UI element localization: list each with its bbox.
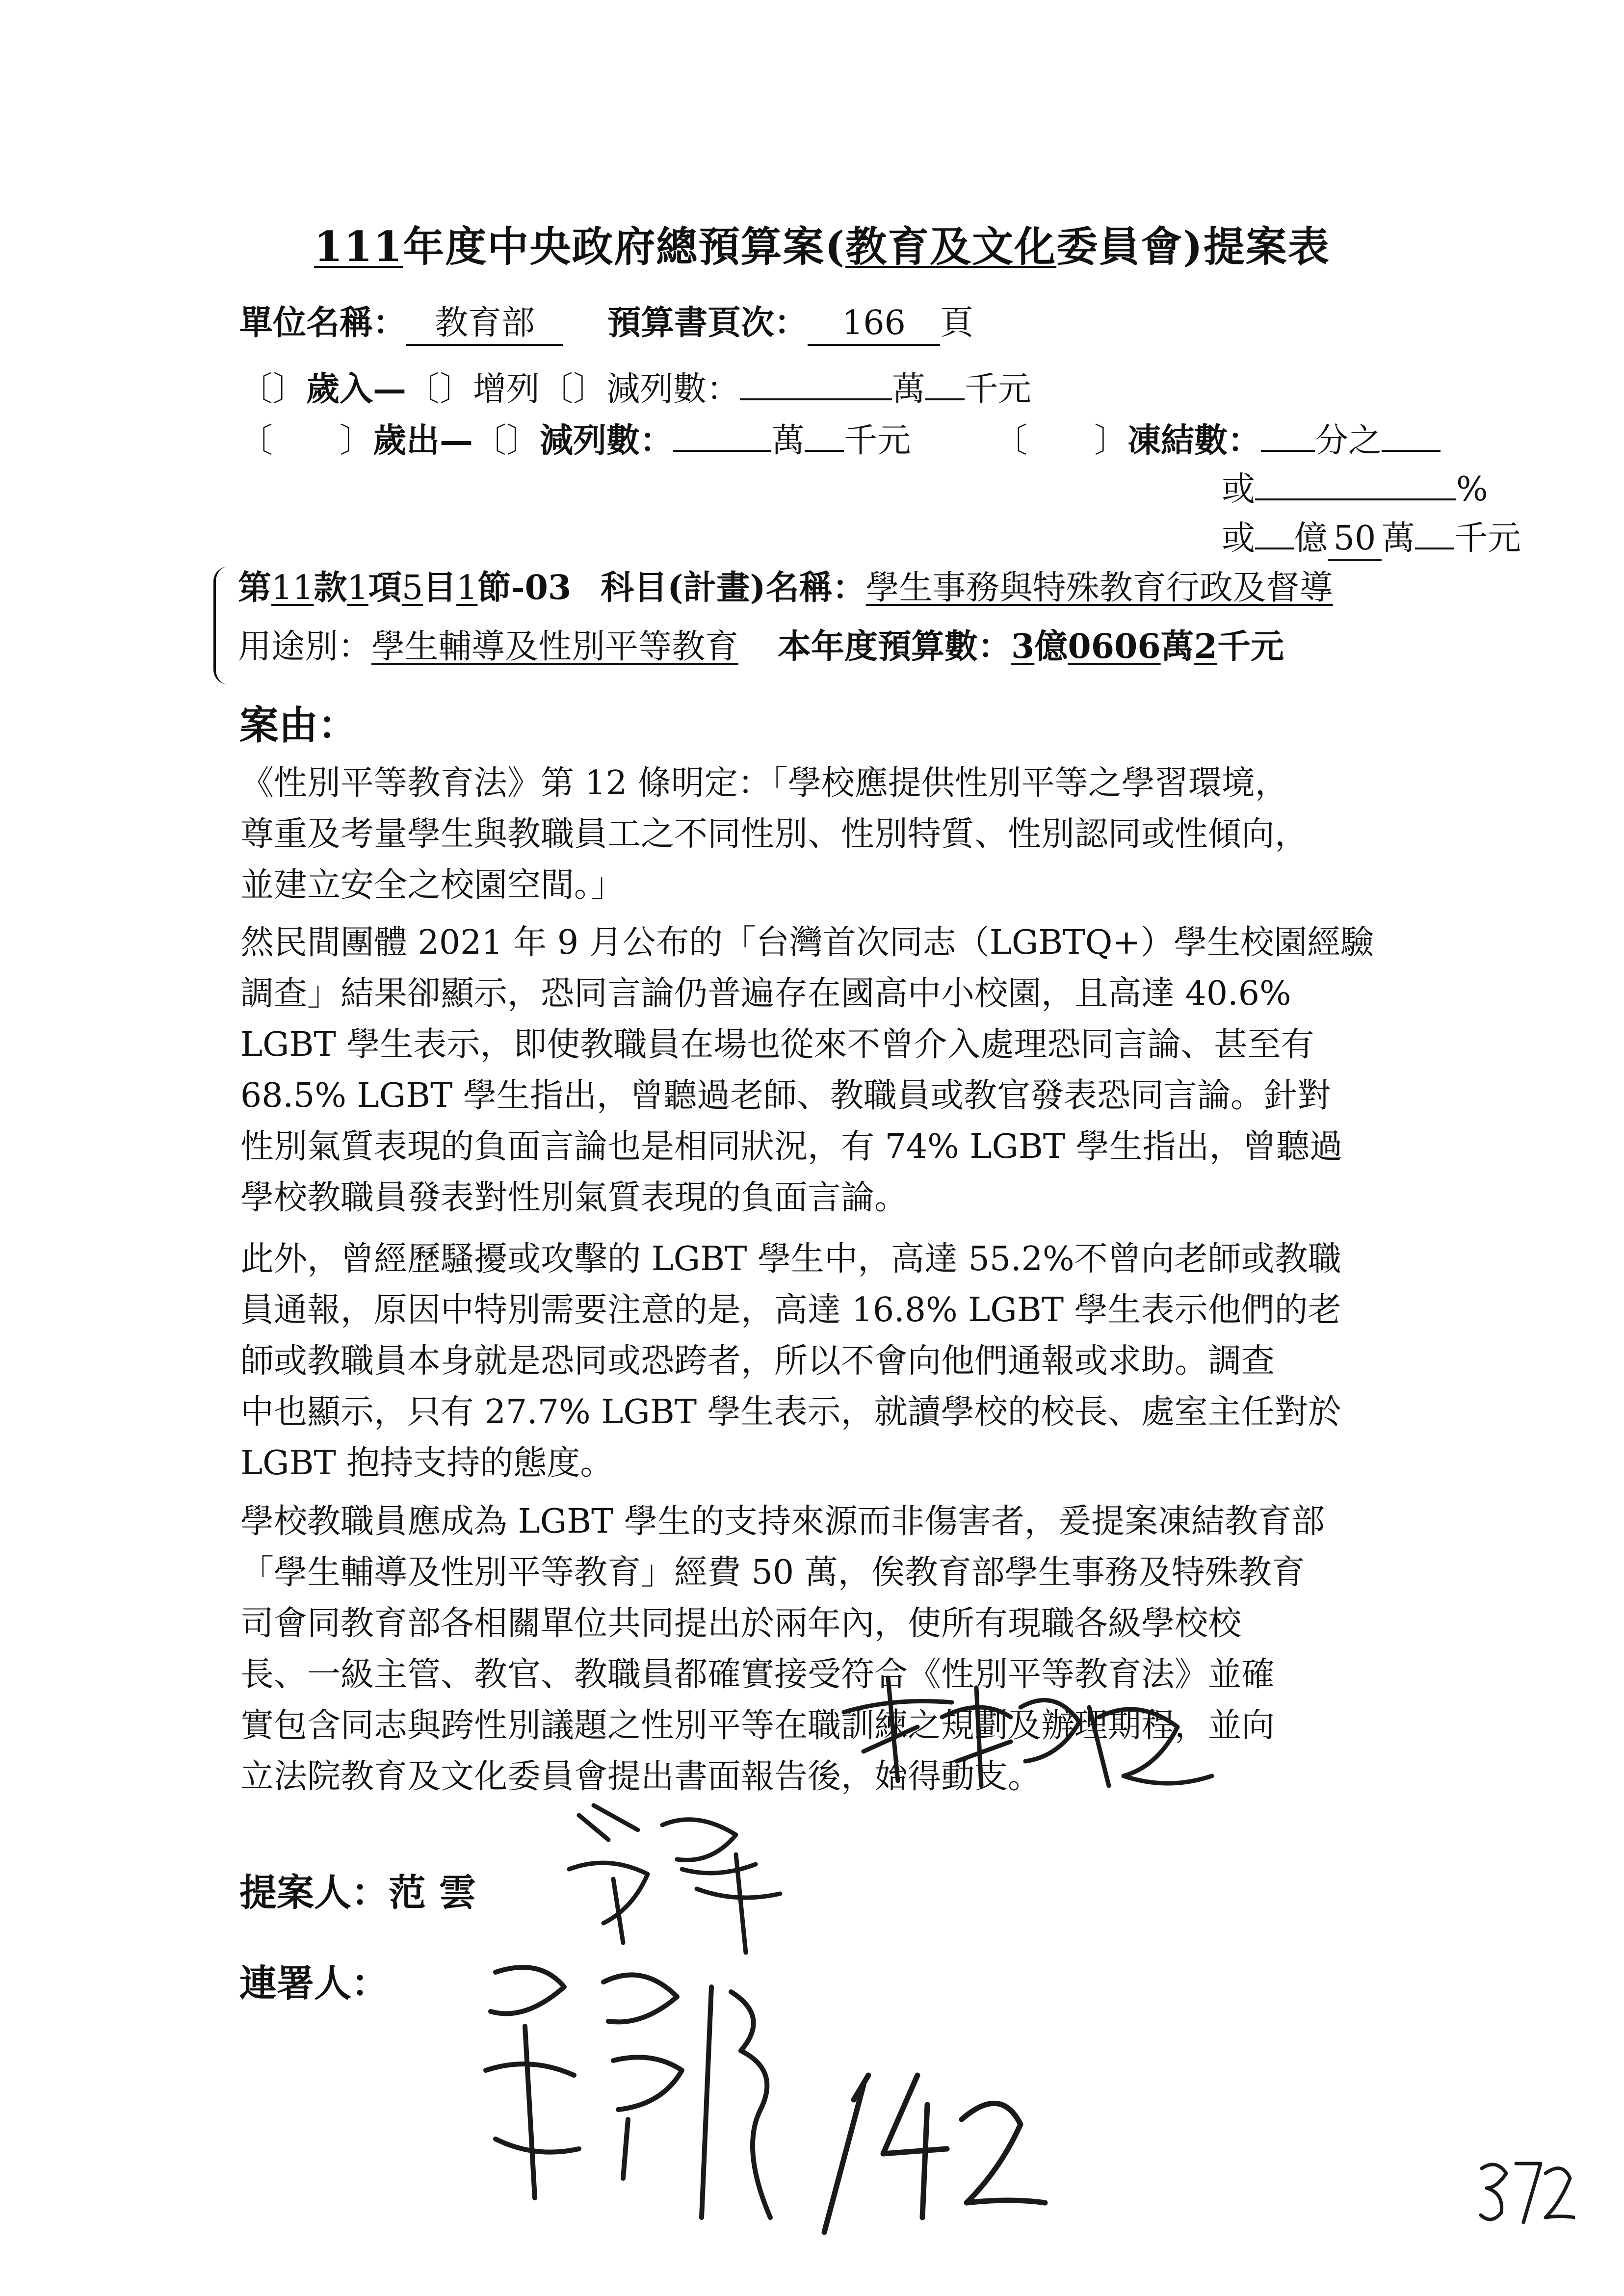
freeze-numerator-blank	[1261, 450, 1315, 452]
usage-label: 用途別：	[238, 627, 372, 666]
revenue-qianyuan: 千元	[965, 370, 1032, 409]
revenue-reduce: 減列數：	[606, 370, 740, 409]
paragraph-line: 《性別平等教育法》第 12 條明定：「學校應提供性別平等之學習環境，	[240, 764, 1288, 803]
paragraph-line: 性別氣質表現的負面言論也是相同狀況，有 74% LGBT 學生指出，曾聽過	[240, 1127, 1343, 1166]
paragraph-line: 學校教職員發表對性別氣質表現的負面言論。	[240, 1178, 908, 1217]
unit-line	[239, 299, 973, 347]
budget-yi-number: 3	[1011, 627, 1035, 666]
form-title	[314, 223, 1330, 270]
paragraph-line: 長、一級主管、教官、教職員都確實接受符合《性別平等教育法》並確	[240, 1655, 1275, 1694]
paragraph-line: 員通報，原因中特別需要注意的是，高達 16.8% LGBT 學生表示他們的老	[240, 1291, 1341, 1330]
revenue-qian-blank	[925, 398, 965, 400]
freeze-denominator-blank	[1382, 450, 1441, 452]
kuan-label: 款	[314, 568, 347, 607]
paragraph-line: 「學生輔導及性別平等教育」經費 50 萬，俟教育部學生事務及特殊教育	[240, 1553, 1305, 1592]
paragraph-line: 尊重及考量學生與教職員工之不同性別、性別特質、性別認同或性傾向，	[240, 815, 1309, 854]
unit-label: 單位名稱：	[239, 303, 407, 342]
paragraph-line: 學校教職員應成為 LGBT 學生的支持來源而非傷害者，爰提案凍結教育部	[240, 1502, 1325, 1541]
paragraph-line: 立法院教育及文化委員會提出書面報告後，始得動支。	[240, 1757, 1042, 1796]
freeze-qianyuan: 千元	[1454, 519, 1521, 558]
revenue-wan: 萬	[892, 370, 926, 409]
freeze-amount: 50	[1328, 518, 1382, 561]
expense-wan: 萬	[771, 421, 805, 460]
expense-bracket-2: 〔〕	[473, 421, 540, 460]
cosigner-signature-1	[466, 1943, 810, 2247]
budget-wan-number: 0606	[1068, 627, 1161, 666]
freeze-percent-line	[1222, 466, 1488, 513]
expense-label: 歲出—	[373, 421, 473, 460]
xiang-number: 1	[347, 569, 368, 607]
freeze-yi-blank	[1255, 548, 1294, 549]
subject-label: 科目(計畫)名稱：	[601, 568, 866, 607]
budget-qian-number: 2	[1194, 627, 1217, 666]
paragraph-line: 並建立安全之校園空間。」	[240, 866, 625, 905]
xiang-label: 項	[368, 568, 402, 607]
paragraph-line: 調查」結果卻顯示，恐同言論仍普遍存在國高中小校園，且高達 40.6%	[240, 974, 1291, 1013]
freeze-bracket: 〔 〕	[994, 421, 1128, 460]
freeze-or-1: 或	[1222, 470, 1256, 509]
revenue-bracket-2: 〔〕	[406, 370, 473, 409]
budget-label: 本年度預算數：	[778, 627, 1012, 666]
freeze-label: 凍結數：	[1127, 421, 1261, 460]
item-brace	[213, 567, 240, 684]
proposer-name: 范 雲	[389, 1871, 476, 1914]
jie-number: 1	[456, 569, 478, 607]
item-di: 第	[238, 568, 272, 607]
committee-name: 教育及文化	[845, 222, 1057, 271]
handwritten-number-142	[805, 2056, 1050, 2242]
expense-bracket-1: 〔 〕	[239, 421, 373, 460]
freeze-yi: 億	[1294, 519, 1328, 558]
mu-label: 目	[423, 568, 457, 607]
cosigner-label: 連署人：	[239, 1961, 389, 2005]
case-heading: 案由：	[239, 702, 357, 748]
paragraph-line: LGBT 抱持支持的態度。	[240, 1444, 614, 1483]
paragraph-line: 中也顯示，只有 27.7% LGBT 學生表示，就讀學校的校長、處室主任對於	[240, 1393, 1341, 1432]
paragraph-3	[240, 1234, 1447, 1489]
paragraph-line: 此外，曾經歷騷擾或攻擊的 LGBT 學生中，高達 55.2%不曾向老師或教職	[240, 1240, 1341, 1278]
proposer-line	[239, 1869, 476, 1916]
paragraph-line: 師或教職員本身就是恐同或恐跨者，所以不會向他們通報或求助。調查	[240, 1342, 1275, 1381]
budget-qianyuan: 千元	[1217, 627, 1284, 666]
title-end: 委員會)提案表	[1056, 222, 1330, 271]
item-line	[238, 564, 1333, 612]
freeze-or-2: 或	[1222, 519, 1256, 558]
revenue-wan-blank	[740, 398, 892, 400]
revenue-bracket-3: 〔〕	[540, 370, 607, 409]
revenue-add: 增列	[473, 370, 540, 409]
mu-number: 5	[401, 569, 423, 607]
budget-yi: 億	[1034, 627, 1068, 666]
paragraph-line: 68.5% LGBT 學生指出，曾聽過老師、教職員或教官發表恐同言論。針對	[240, 1076, 1331, 1115]
revenue-bracket-1: 〔〕	[239, 370, 307, 409]
proposer-label: 提案人：	[239, 1871, 389, 1914]
expense-reduce: 減列數：	[540, 421, 674, 460]
expense-qianyuan: 千元	[844, 421, 911, 460]
freeze-percent: %	[1456, 470, 1488, 509]
cosigner-signature-2	[834, 1658, 1227, 1835]
paragraph-line: LGBT 學生表示，即使教職員在場也從來不曾介入處理恐同言論、甚至有	[240, 1025, 1314, 1064]
paragraph-1	[240, 758, 1447, 911]
freeze-wan: 萬	[1382, 519, 1415, 558]
jie-label: 節-03	[477, 568, 572, 607]
budget-wan: 萬	[1160, 627, 1194, 666]
freeze-qian-blank	[1415, 548, 1454, 549]
fiscal-year: 111	[314, 222, 403, 271]
budget-page-label: 預算書頁次：	[607, 303, 808, 342]
revenue-label: 歲入—	[306, 369, 407, 409]
usage-value: 學生輔導及性別平等教育	[371, 627, 739, 666]
paragraph-line: 然民間團體 2021 年 9 月公布的「台灣首次同志（LGBTQ+）學生校園經驗	[240, 923, 1374, 962]
expense-wan-blank	[673, 450, 771, 452]
budget-page-value: 166	[808, 303, 940, 346]
paragraph-2	[240, 917, 1447, 1224]
expense-line	[239, 417, 1441, 465]
page-suffix: 頁	[940, 304, 974, 342]
freeze-fenzhi: 分之	[1315, 421, 1382, 460]
expense-qian-blank	[805, 450, 844, 452]
handwritten-page-number	[1477, 2154, 1575, 2232]
revenue-line	[239, 365, 1031, 413]
freeze-amount-line	[1222, 515, 1521, 562]
paragraph-line: 司會同教育部各相關單位共同提出於兩年內，使所有現職各級學校校	[240, 1604, 1242, 1643]
paragraph-line: 實包含同志與跨性別議題之性別平等在職訓練之規劃及辦理期程，並向	[240, 1706, 1275, 1745]
title-text: 年度中央政府總預算案(	[403, 222, 846, 271]
proposer-signature	[550, 1796, 824, 1957]
subject-value: 學生事務與特殊教育行政及督導	[865, 569, 1333, 607]
freeze-percent-blank	[1255, 498, 1456, 500]
unit-value: 教育部	[406, 303, 563, 346]
usage-line	[238, 623, 1284, 671]
kuan-number: 11	[271, 569, 314, 607]
